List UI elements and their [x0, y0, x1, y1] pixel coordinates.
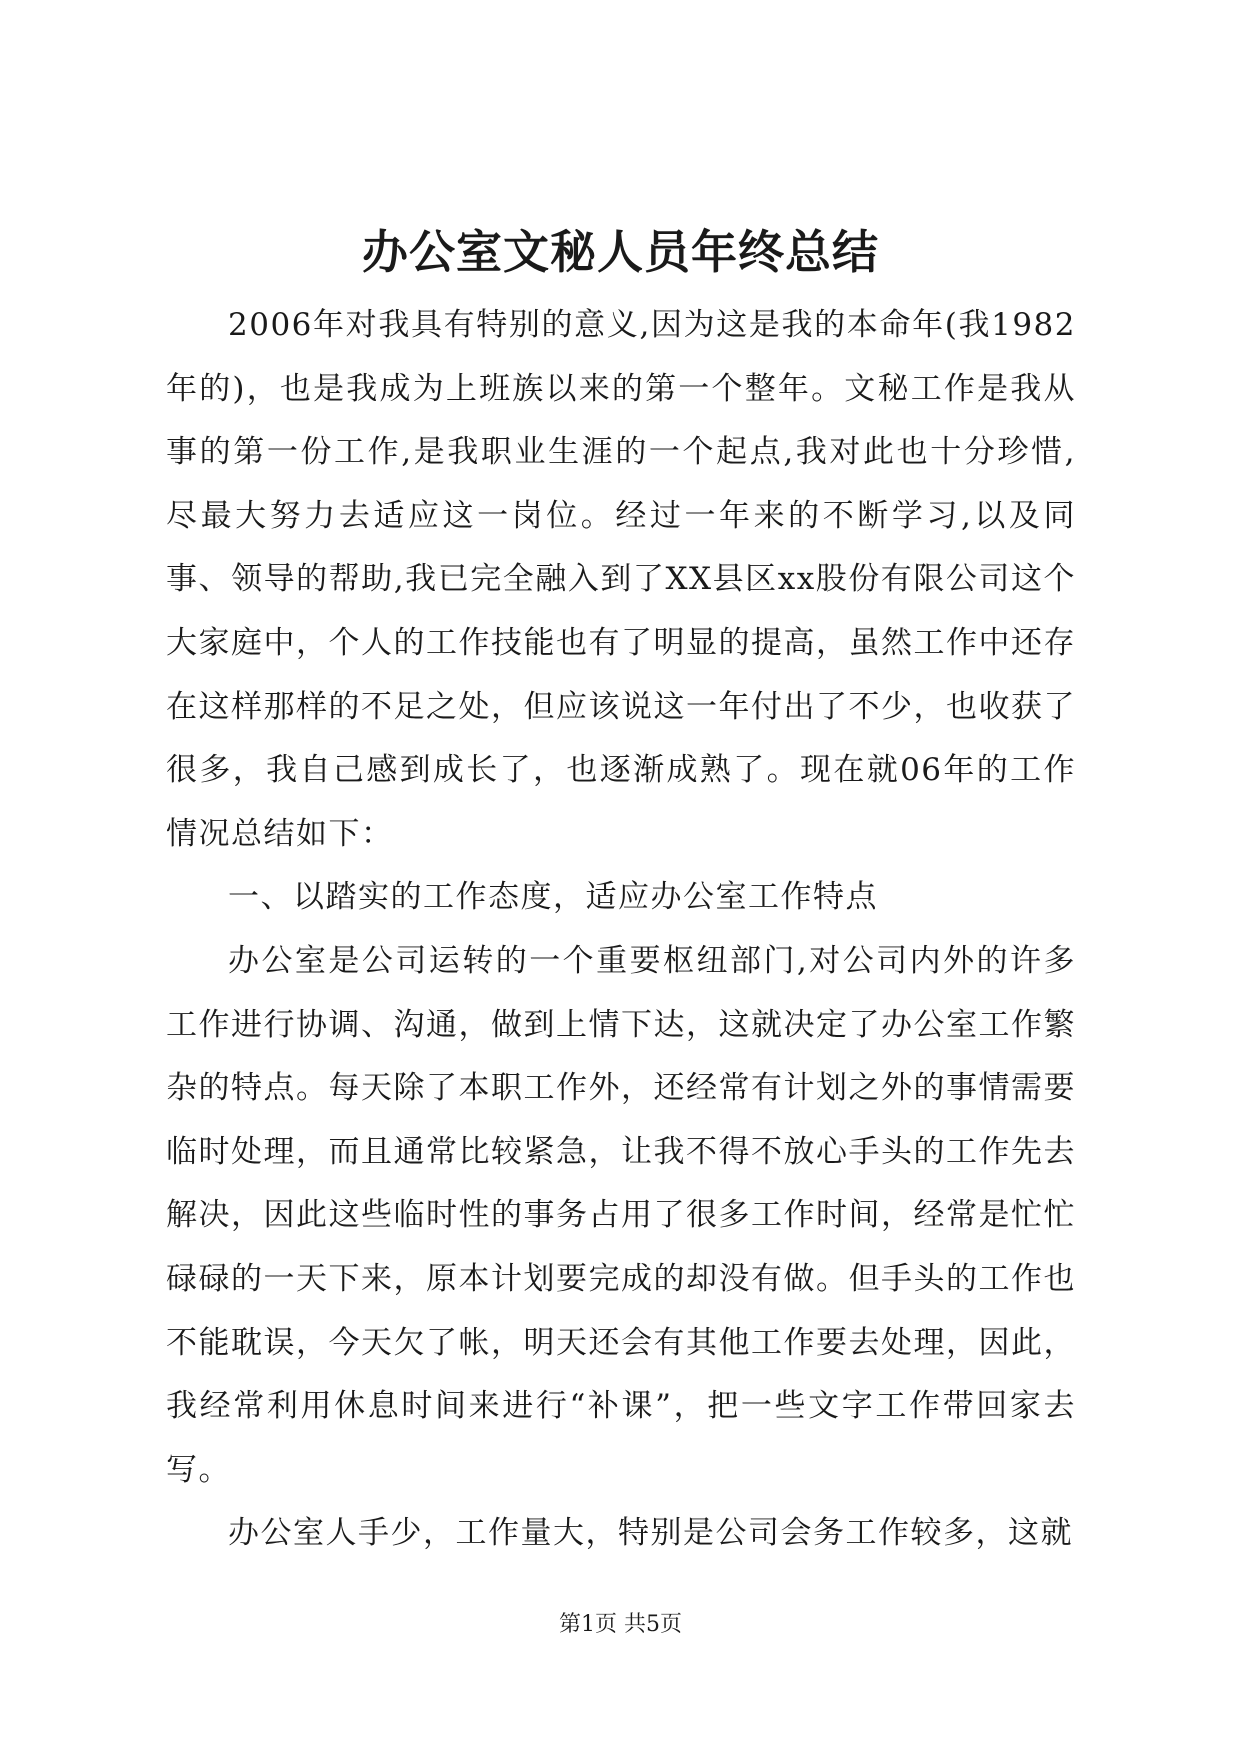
section-heading-1: 一、以踏实的工作态度，适应办公室工作特点	[228, 879, 878, 916]
paragraph-workload: 办公室人手少，工作量大，特别是公司会务工作较多，这就	[228, 1515, 1073, 1552]
paragraph-office-role: 办公室是公司运转的一个重要枢纽部门,对公司内外的许多工作进行协调、沟通，做到上情下达，这就决定了办公室工作繁杂的特点。每天除了本职工作外，还经常有计划之外的事情需要临时处理，而且通常比较紧急，让我不得不放心手头的工作先去解决，因此这些临时性的事务占用了很多工作时间，经常是忙忙碌碌的一天下来，原本计划要完成的却没有做。但手头的工作也不能耽误，今天欠了帐，明天还会有其他工作要去处理，因此，我经常利用休息时间来进行“补课”，把一些文字工作带回家去写。	[166, 942, 1076, 1488]
document-body	[166, 294, 1076, 1566]
paragraph-intro: 2006年对我具有特别的意义,因为这是我的本命年(我1982年的)，也是我成为上班族以来的第一个整年。文秘工作是我从事的第一份工作,是我职业生涯的一个起点,我对此也十分珍惜,尽最大努力去适应这一岗位。经过一年来的不断学习,以及同事、领导的帮助,我已完全融入到了XX县区xx股份有限公司这个大家庭中，个人的工作技能也有了明显的提高，虽然工作中还存在这样那样的不足之处，但应该说这一年付出了不少，也收获了很多，我自己感到成长了，也逐渐成熟了。现在就06年的工作情况总结如下：	[166, 307, 1076, 852]
page-number-footer: 第1页 共5页	[559, 1612, 682, 1637]
document-title: 办公室文秘人员年终总结	[362, 225, 879, 279]
